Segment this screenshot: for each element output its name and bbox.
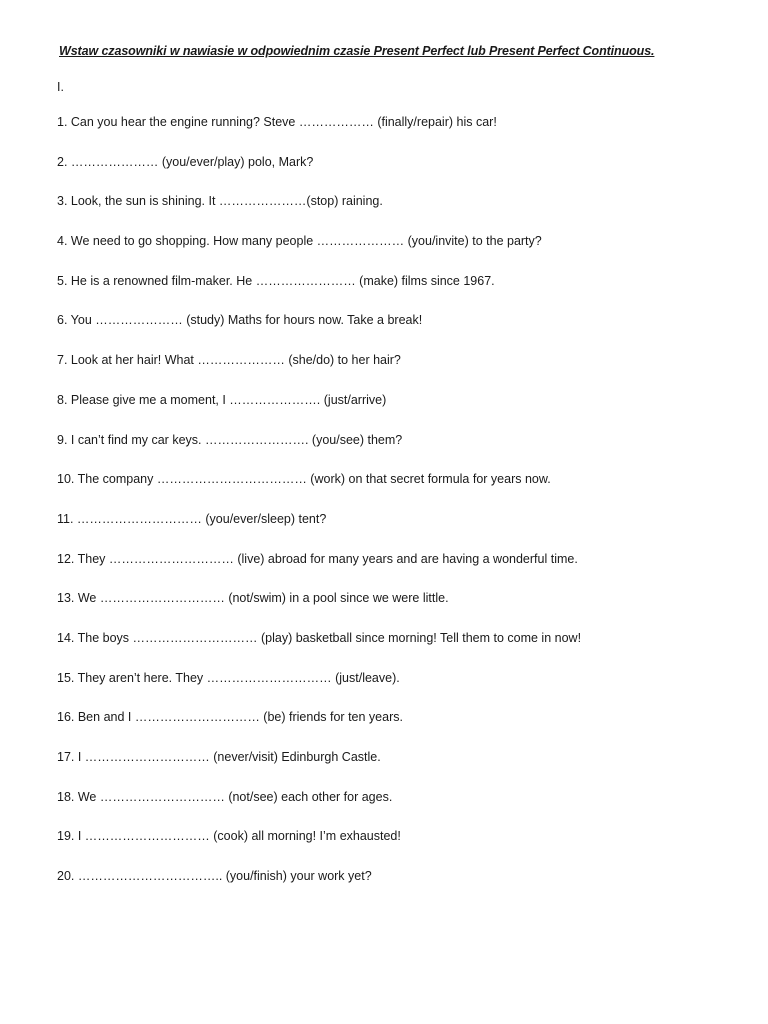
worksheet-title: Wstaw czasowniki w nawiasie w odpowiednim czasie Present Perfect lub Present Perfect Continuous. (59, 44, 655, 58)
exercise-item: 17. I ………………………… (never/visit) Edinburgh Castle. (57, 750, 381, 764)
exercise-item: 2. ………………… (you/ever/play) polo, Mark? (57, 154, 314, 169)
exercise-item: 12. They ………………………… (live) abroad for many years and are having a wonderful time. (57, 551, 578, 566)
exercise-item: 10. The company ……………………………… (work) on that secret formula for years now. (57, 472, 551, 487)
exercise-item: 16. Ben and I ………………………… (be) friends for ten years. (57, 710, 403, 725)
exercise-item: 18. We ………………………… (not/see) each other for ages. (57, 789, 393, 804)
exercise-item: 5. He is a renowned film-maker. He …………………… (make) films since 1967. (57, 273, 495, 288)
exercise-item: 11. ………………………… (you/ever/sleep) tent? (57, 511, 327, 526)
exercise-item: 3. Look, the sun is shining. It …………………(stop) raining. (57, 194, 383, 209)
exercise-item: 15. They aren’t here. They ………………………… (just/leave). (57, 670, 400, 685)
exercise-item: 1. Can you hear the engine running? Steve ……………… (finally/repair) his car! (57, 115, 497, 129)
exercise-item: 4. We need to go shopping. How many people ………………… (you/invite) to the party? (57, 234, 542, 249)
exercise-item: 20. …………………………….. (you/finish) your work yet? (57, 869, 372, 884)
exercise-item: 7. Look at her hair! What ………………… (she/do) to her hair? (57, 353, 401, 368)
exercise-item: 13. We ………………………… (not/swim) in a pool since we were little. (57, 591, 449, 606)
exercise-item: 19. I ………………………… (cook) all morning! I’m exhausted! (57, 829, 401, 844)
exercise-list (57, 114, 757, 908)
exercise-item: 14. The boys ………………………… (play) basketball since morning! Tell them to come in now! (57, 630, 582, 645)
section-number: I. (57, 80, 64, 94)
exercise-item: 9. I can’t find my car keys. ……………………. (you/see) them? (57, 432, 403, 447)
exercise-item: 6. You ………………… (study) Maths for hours now. Take a break! (57, 313, 423, 328)
exercise-item: 8. Please give me a moment, I …………………. (just/arrive) (57, 392, 387, 407)
